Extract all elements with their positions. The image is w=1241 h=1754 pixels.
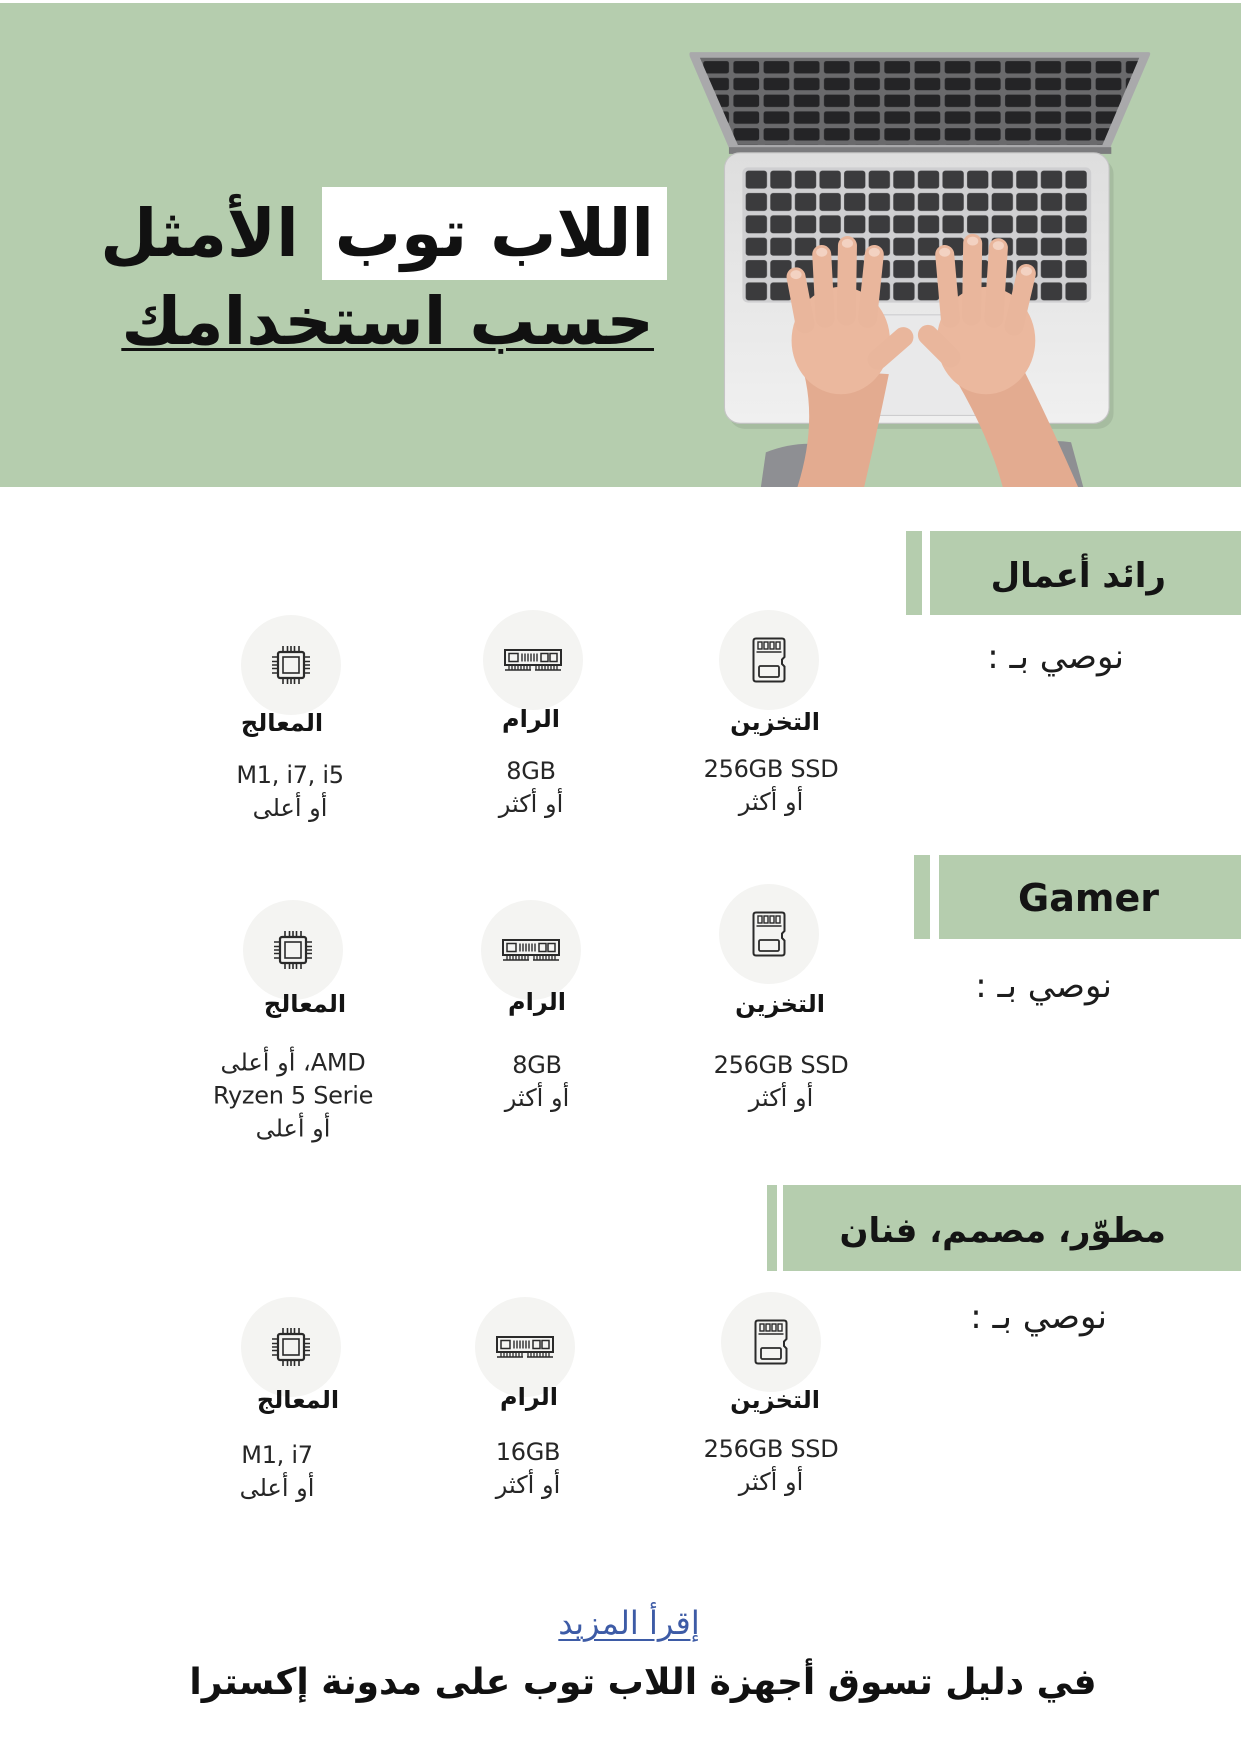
ram-icon (495, 1333, 555, 1361)
ram-icon (501, 936, 561, 964)
spec-value-line: M1, i7, i5 (236, 761, 344, 789)
spec-qualifier-line: أو أعلى (255, 1114, 331, 1143)
section-title: مطوّر، مصمم، فنان (839, 1211, 1166, 1251)
ram-icon-badge (481, 900, 581, 1000)
hero-title-rest: الأمثل (100, 195, 299, 272)
section-header-accent (767, 1185, 777, 1271)
section-header-accent (914, 855, 930, 939)
cpu-label: المعالج (256, 1386, 340, 1414)
storage-label: التخزين (730, 1386, 820, 1414)
ram-icon-badge (483, 610, 583, 710)
storage-icon-badge (719, 884, 819, 984)
spec-value-line: 8GB (512, 1051, 562, 1079)
read-more-link[interactable]: إقرأ المزيد (558, 1604, 700, 1642)
spec-value-line: Ryzen 5 Serie (212, 1081, 374, 1110)
section-header (939, 855, 1241, 939)
spec-value-line: AMD، أو أعلى (220, 1048, 366, 1077)
recommend-label: نوصي بـ : (987, 637, 1124, 677)
storage-values (704, 1433, 839, 1499)
section-title: Gamer (1018, 876, 1159, 920)
footer-caption: في دليل تسوق أجهزة اللاب توب على مدونة إكسترا (189, 1662, 1097, 1703)
cpu-icon-badge (243, 900, 343, 1000)
spec-value-line: 256GB SSD (703, 1435, 839, 1463)
spec-qualifier-line: أو أكثر (495, 1471, 561, 1499)
spec-qualifier-line: أو أكثر (498, 790, 564, 818)
hero-banner (0, 3, 1241, 487)
sd-card-icon (753, 1318, 789, 1366)
spec-qualifier-line: أو أكثر (738, 1468, 804, 1496)
cpu-icon-badge (241, 1297, 341, 1397)
storage-icon-badge (719, 610, 819, 710)
spec-qualifier-line: أو أكثر (504, 1084, 570, 1112)
cpu-icon (269, 1325, 313, 1369)
laptop-base (724, 153, 1113, 429)
spec-qualifier-line: أو أعلى (252, 794, 328, 822)
cpu-values (240, 1439, 315, 1505)
ram-label: الرام (508, 988, 566, 1016)
section-title: رائد أعمال (990, 556, 1166, 596)
recommend-label: نوصي بـ : (975, 966, 1112, 1006)
storage-icon-badge (721, 1292, 821, 1392)
spec-qualifier-line: أو أكثر (738, 788, 804, 816)
ram-values (499, 755, 563, 821)
ram-label: الرام (500, 1383, 558, 1411)
spec-value-line: M1, i7 (241, 1441, 313, 1469)
cpu-values (236, 759, 343, 825)
hero-title (100, 187, 667, 280)
laptop-lid (689, 52, 1150, 154)
spec-qualifier-line: أو أعلى (239, 1474, 315, 1502)
cpu-values (213, 1047, 373, 1146)
cpu-label: المعالج (263, 990, 347, 1018)
storage-values (714, 1049, 849, 1115)
sd-card-icon (751, 910, 787, 958)
spec-qualifier-line: أو أكثر (748, 1084, 814, 1112)
spec-value-line: 256GB SSD (713, 1051, 849, 1079)
cpu-label: المعالج (240, 709, 324, 737)
section-header-accent (906, 531, 922, 615)
ram-values (505, 1049, 569, 1115)
recommend-label: نوصي بـ : (970, 1297, 1107, 1337)
hero-subtitle: حسب استخدامك (121, 283, 654, 360)
storage-label: التخزين (730, 708, 820, 736)
ram-values (496, 1436, 560, 1502)
ram-icon (503, 646, 563, 674)
spec-value-line: 16GB (495, 1438, 561, 1466)
ram-label: الرام (502, 705, 560, 733)
section-header (930, 531, 1241, 615)
storage-values (704, 753, 839, 819)
cpu-icon (271, 928, 315, 972)
section-header (783, 1185, 1241, 1271)
storage-label: التخزين (735, 990, 825, 1018)
cpu-icon (269, 643, 313, 687)
sd-card-icon (751, 636, 787, 684)
spec-value-line: 8GB (506, 757, 556, 785)
hero-title-highlight: اللاب توب (322, 187, 667, 280)
spec-value-line: 256GB SSD (703, 755, 839, 783)
cpu-icon-badge (241, 615, 341, 715)
